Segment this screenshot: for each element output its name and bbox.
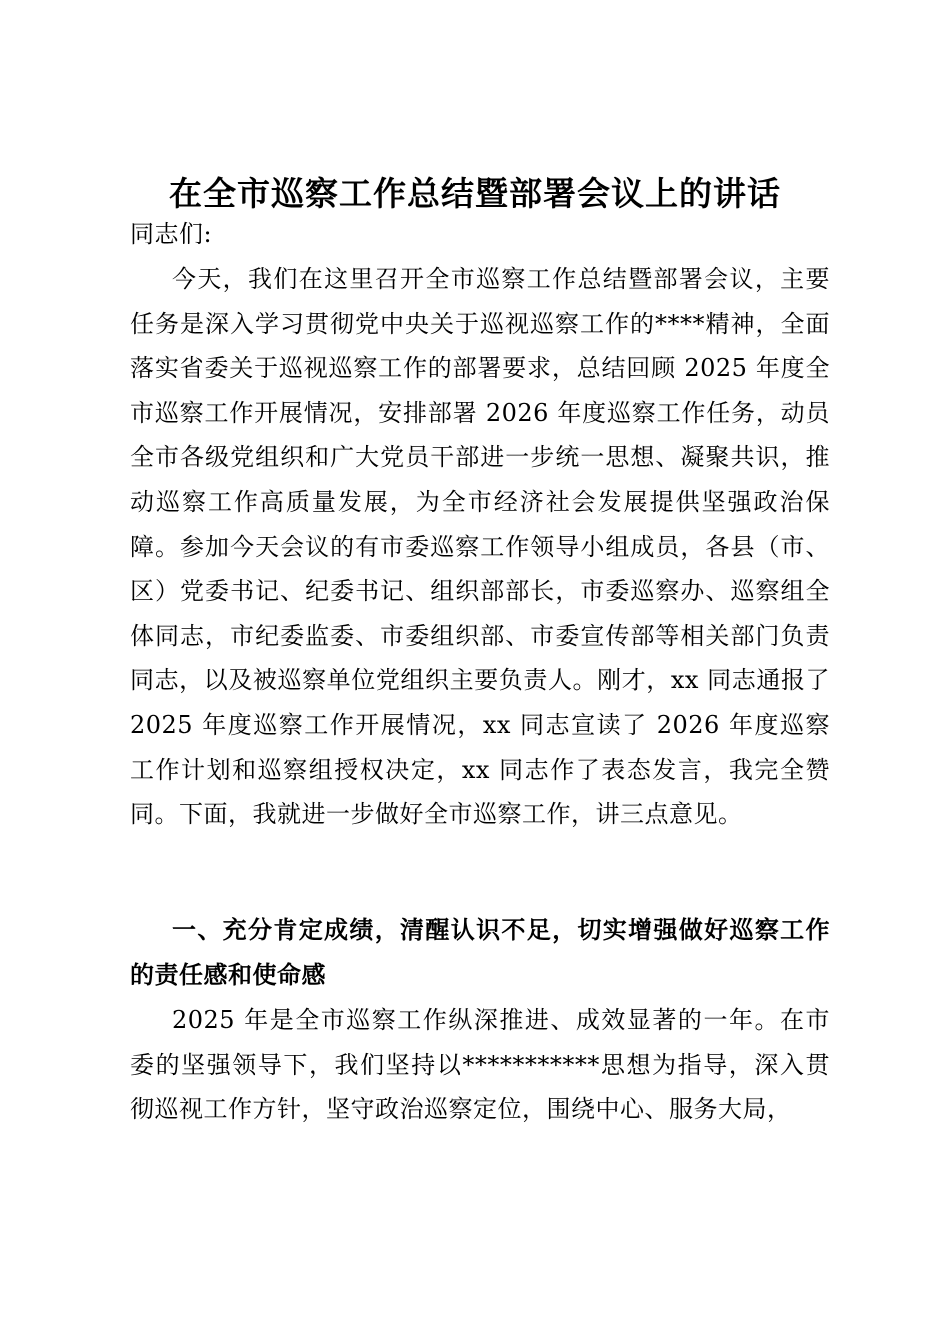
- document-title: 在全市巡察工作总结暨部署会议上的讲话: [169, 174, 781, 213]
- opening-paragraph: 今天，我们在这里召开全市巡察工作总结暨部署会议，主要任务是深入学习贯彻党中央关于巡视巡察工作的****精神，全面落实省委关于巡视巡察工作的部署要求，总结回顾 2025 年度全市巡察工作开展情况，安排部署 2026 年度巡察工作任务，动员全市各级党组织和广大党员干部进一步统一思想、凝聚共识，推动巡察工作高质量发展，为全市经济社会发展提供坚强政治保障。参加今天会议的有市委巡察工作领导小组成员，各县（市、区）党委书记、纪委书记、组织部部长，市委巡察办、巡察组全体同志，市纪委监委、市委组织部、市委宣传部等相关部门负责同志，以及被巡察单位党组织主要负责人。刚才，xx 同志通报了 2025 年度巡察工作开展情况，xx 同志宣读了 2026 年度巡察工作计划和巡察组授权决定，xx 同志作了表态发言，我完全赞同。下面，我就进一步做好全市巡察工作，讲三点意见。: [130, 265, 830, 829]
- section-heading-1: 一、充分肯定成绩，清醒认识不足，切实增强做好巡察工作的责任感和使命感: [130, 916, 830, 989]
- section-1-paragraph: 2025 年是全市巡察工作纵深推进、成效显著的一年。在市委的坚强领导下，我们坚持以***********思想为指导，深入贯彻巡视工作方针，坚守政治巡察定位，围绕中心、服务大局，: [130, 1006, 830, 1124]
- salutation: 同志们:: [130, 220, 213, 248]
